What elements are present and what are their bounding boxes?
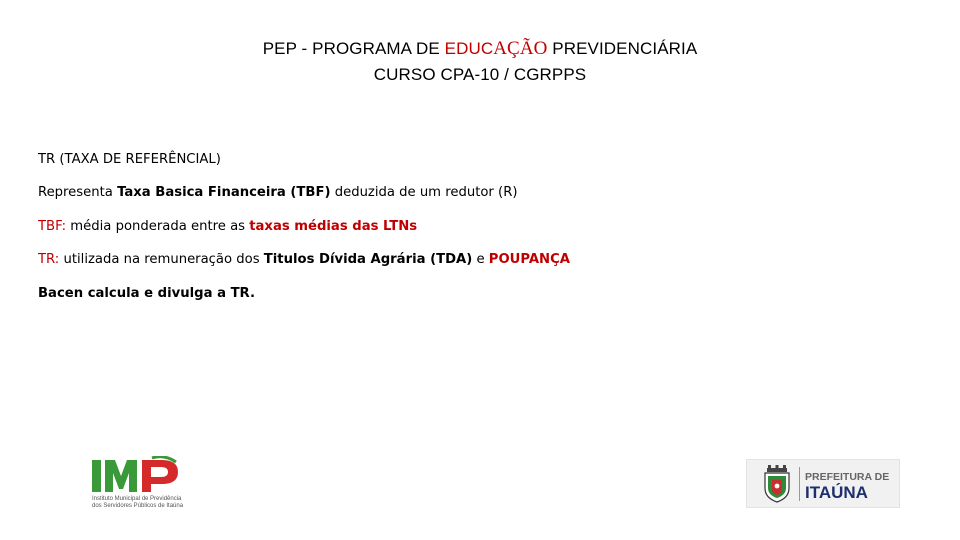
title-part-acao: AÇÃO (493, 38, 548, 59)
title-part-1: PEP - PROGRAMA DE (262, 39, 445, 58)
text: média ponderada entre as (66, 219, 250, 234)
page-title (0, 38, 960, 60)
title-part-educ: EDUC (444, 39, 494, 58)
content-line-tbf-definition (38, 185, 518, 200)
text: deduzida de um redutor (R) (330, 185, 518, 200)
text: e (472, 252, 489, 267)
text-bold: Titulos Dívida Agrária (TDA) (263, 252, 473, 267)
imp-subtitle-1: Instituto Municipal de Previdência (92, 496, 182, 502)
text-highlight: POUPANÇA (488, 252, 570, 267)
content-line-tr (38, 252, 570, 267)
page-subtitle: CURSO CPA-10 / CGRPPS (373, 65, 587, 84)
title-part-3: PREVIDENCIÁRIA (547, 39, 698, 58)
imp-logo-graphic (90, 456, 200, 512)
prefeitura-itauna-logo (746, 459, 900, 508)
text: utilizada na remuneração dos (59, 252, 264, 267)
tbf-label: TBF: (38, 219, 67, 234)
itauna-logo-graphic (747, 460, 899, 507)
imp-logo (90, 456, 200, 512)
content-heading: TR (TAXA DE REFERÊNCIAL) (38, 152, 221, 167)
itauna-line1: PREFEITURA DE (805, 471, 890, 483)
content-line-bacen: Bacen calcula e divulga a TR. (38, 286, 255, 301)
text-bold: Taxa Basica Financeira (TBF) (117, 185, 331, 200)
content-line-tbf (38, 219, 417, 234)
coat-of-arms-icon (765, 465, 789, 502)
itauna-line2: ITAÚNA (805, 483, 868, 502)
text: Representa (38, 185, 118, 200)
imp-subtitle-2: dos Servidores Públicos de Itaúna (92, 503, 184, 509)
tr-label: TR: (38, 252, 60, 267)
text-highlight: taxas médias das LTNs (249, 219, 418, 234)
